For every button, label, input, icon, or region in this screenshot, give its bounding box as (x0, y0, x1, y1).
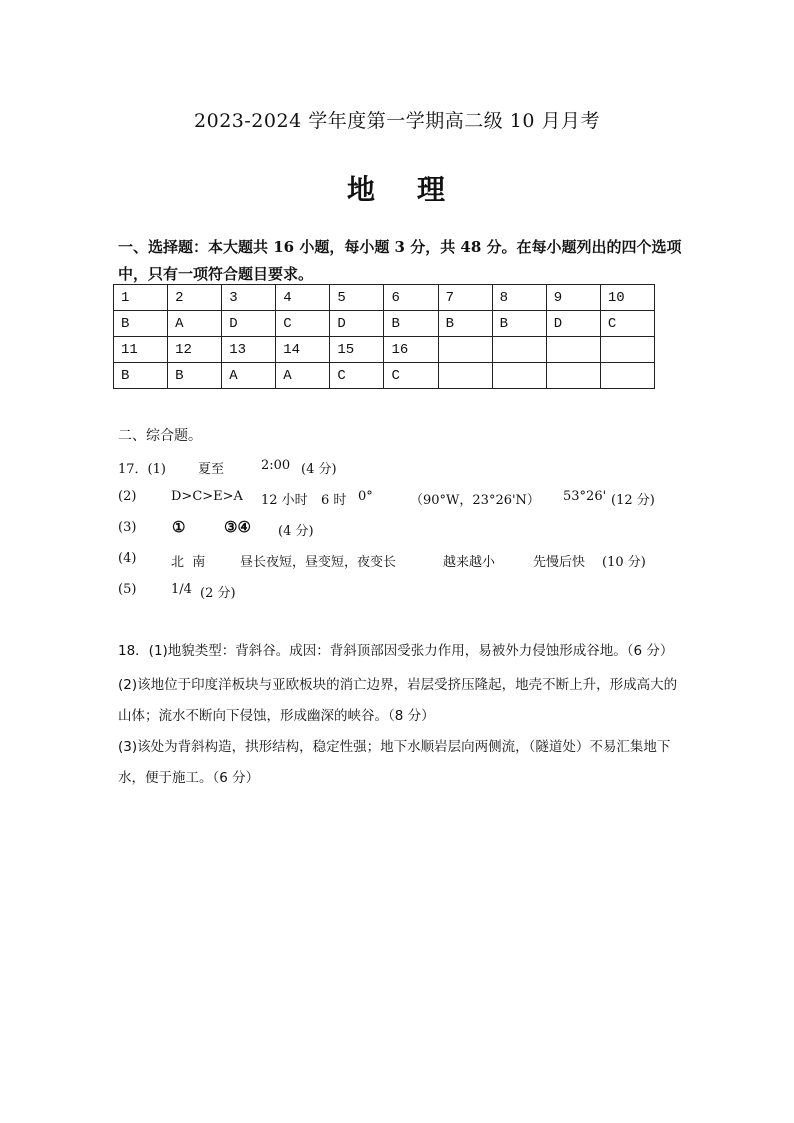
q17-4-answer-b: 昼长夜短，昼变短，夜变长 (240, 555, 397, 570)
q17-4-number: (4) (118, 551, 137, 566)
subject-char-1: 地 (346, 173, 377, 206)
answer-table-row (114, 285, 655, 311)
q18-part-1: 18．(1)地貌类型：背斜谷。成因：背斜顶部因受张力作用，易被外力侵蚀形成谷地。（6 分） (118, 643, 674, 659)
answer-cell: 12 (168, 337, 222, 363)
q17-5-score: (2 分) (200, 586, 236, 601)
q17-1-number: 17．(1) (118, 462, 166, 477)
answer-cell (438, 337, 492, 363)
q17-2-answer-c: 6 时 (321, 493, 347, 508)
answer-cell: 1 (114, 285, 168, 311)
answer-cell: B (114, 363, 168, 389)
answer-cell: 16 (384, 337, 438, 363)
answer-cell: C (600, 311, 654, 337)
answer-cell: B (438, 311, 492, 337)
q17-2-number: (2) (118, 489, 137, 504)
answer-cell (546, 337, 600, 363)
answer-cell: 14 (276, 337, 330, 363)
answer-cell: 8 (492, 285, 546, 311)
answer-cell: B (384, 311, 438, 337)
q17-3-answer-b: ③④ (224, 518, 251, 536)
answer-cell: 9 (546, 285, 600, 311)
answer-cell: A (276, 363, 330, 389)
answer-cell: 10 (600, 285, 654, 311)
q18-part-3: (3)该处为背斜构造，拱形结构，稳定性强；地下水顺岩层向两侧流，（隧道处）不易汇集地下水，便于施工。（6 分） (118, 739, 671, 786)
section1-heading: 一、选择题：本大题共 16 小题，每小题 3 分，共 48 分。在每小题列出的四个选项中，只有一项符合题目要求。 (118, 238, 682, 283)
q17-2-answer-e: （90°W，23°26'N） (410, 493, 540, 508)
answer-cell: 2 (168, 285, 222, 311)
q17-5-number: (5) (118, 582, 137, 597)
answer-table (113, 284, 655, 389)
q17-1-answer-a: 夏至 (198, 462, 225, 477)
answer-cell (492, 337, 546, 363)
q17-2-answer-f: 53°26' (563, 489, 607, 504)
exam-title: 2023-2024 学年度第一学期高二级 10 月月考 (194, 110, 600, 132)
answer-table-row (114, 337, 655, 363)
q17-2-answer-d: 0° (358, 489, 373, 504)
q17-3-number: (3) (118, 520, 137, 535)
q17-4-score: (10 分) (602, 555, 646, 570)
answer-cell (438, 363, 492, 389)
q17-3-answer-a: ① (172, 518, 186, 536)
q17-1-score: (4 分) (301, 462, 337, 477)
subject-title (0, 168, 794, 208)
q17-4-answer-d: 先慢后快 (533, 555, 586, 570)
answer-cell: C (384, 363, 438, 389)
q17-2-score: (12 分) (611, 493, 655, 508)
answer-cell: C (276, 311, 330, 337)
answer-table-row (114, 363, 655, 389)
answer-cell: 13 (222, 337, 276, 363)
answer-cell: 11 (114, 337, 168, 363)
answer-cell: B (492, 311, 546, 337)
answer-cell: 5 (330, 285, 384, 311)
q17-4-answer-a: 北 南 (171, 555, 206, 570)
answer-cell: D (330, 311, 384, 337)
answer-cell (492, 363, 546, 389)
q17-2-answer-a: D>C>E>A (171, 489, 243, 504)
answer-cell: D (222, 311, 276, 337)
answer-table-row (114, 311, 655, 337)
q17-3-score: (4 分) (278, 524, 314, 539)
subject-char-2: 理 (417, 173, 448, 206)
answer-cell: A (168, 311, 222, 337)
answer-cell: D (546, 311, 600, 337)
section2-heading: 二、综合题。 (118, 428, 202, 444)
answer-cell (546, 363, 600, 389)
answer-cell: 3 (222, 285, 276, 311)
answer-cell: 7 (438, 285, 492, 311)
answer-cell: 15 (330, 337, 384, 363)
answer-cell: 6 (384, 285, 438, 311)
q17-2-answer-b: 12 小时 (261, 493, 308, 508)
answer-cell: A (222, 363, 276, 389)
answer-cell (600, 363, 654, 389)
answer-cell (600, 337, 654, 363)
answer-cell: 4 (276, 285, 330, 311)
q17-5-answer-a: 1/4 (171, 582, 192, 597)
q17-1-answer-b: 2:00 (261, 458, 291, 473)
q18-part-2: (2)该地位于印度洋板块与亚欧板块的消亡边界，岩层受挤压隆起，地壳不断上升，形成高大的山体；流水不断向下侵蚀，形成幽深的峡谷。（8 分） (118, 677, 678, 724)
answer-cell: B (114, 311, 168, 337)
answer-cell: C (330, 363, 384, 389)
q17-4-answer-c: 越来越小 (443, 555, 496, 570)
answer-cell: B (168, 363, 222, 389)
